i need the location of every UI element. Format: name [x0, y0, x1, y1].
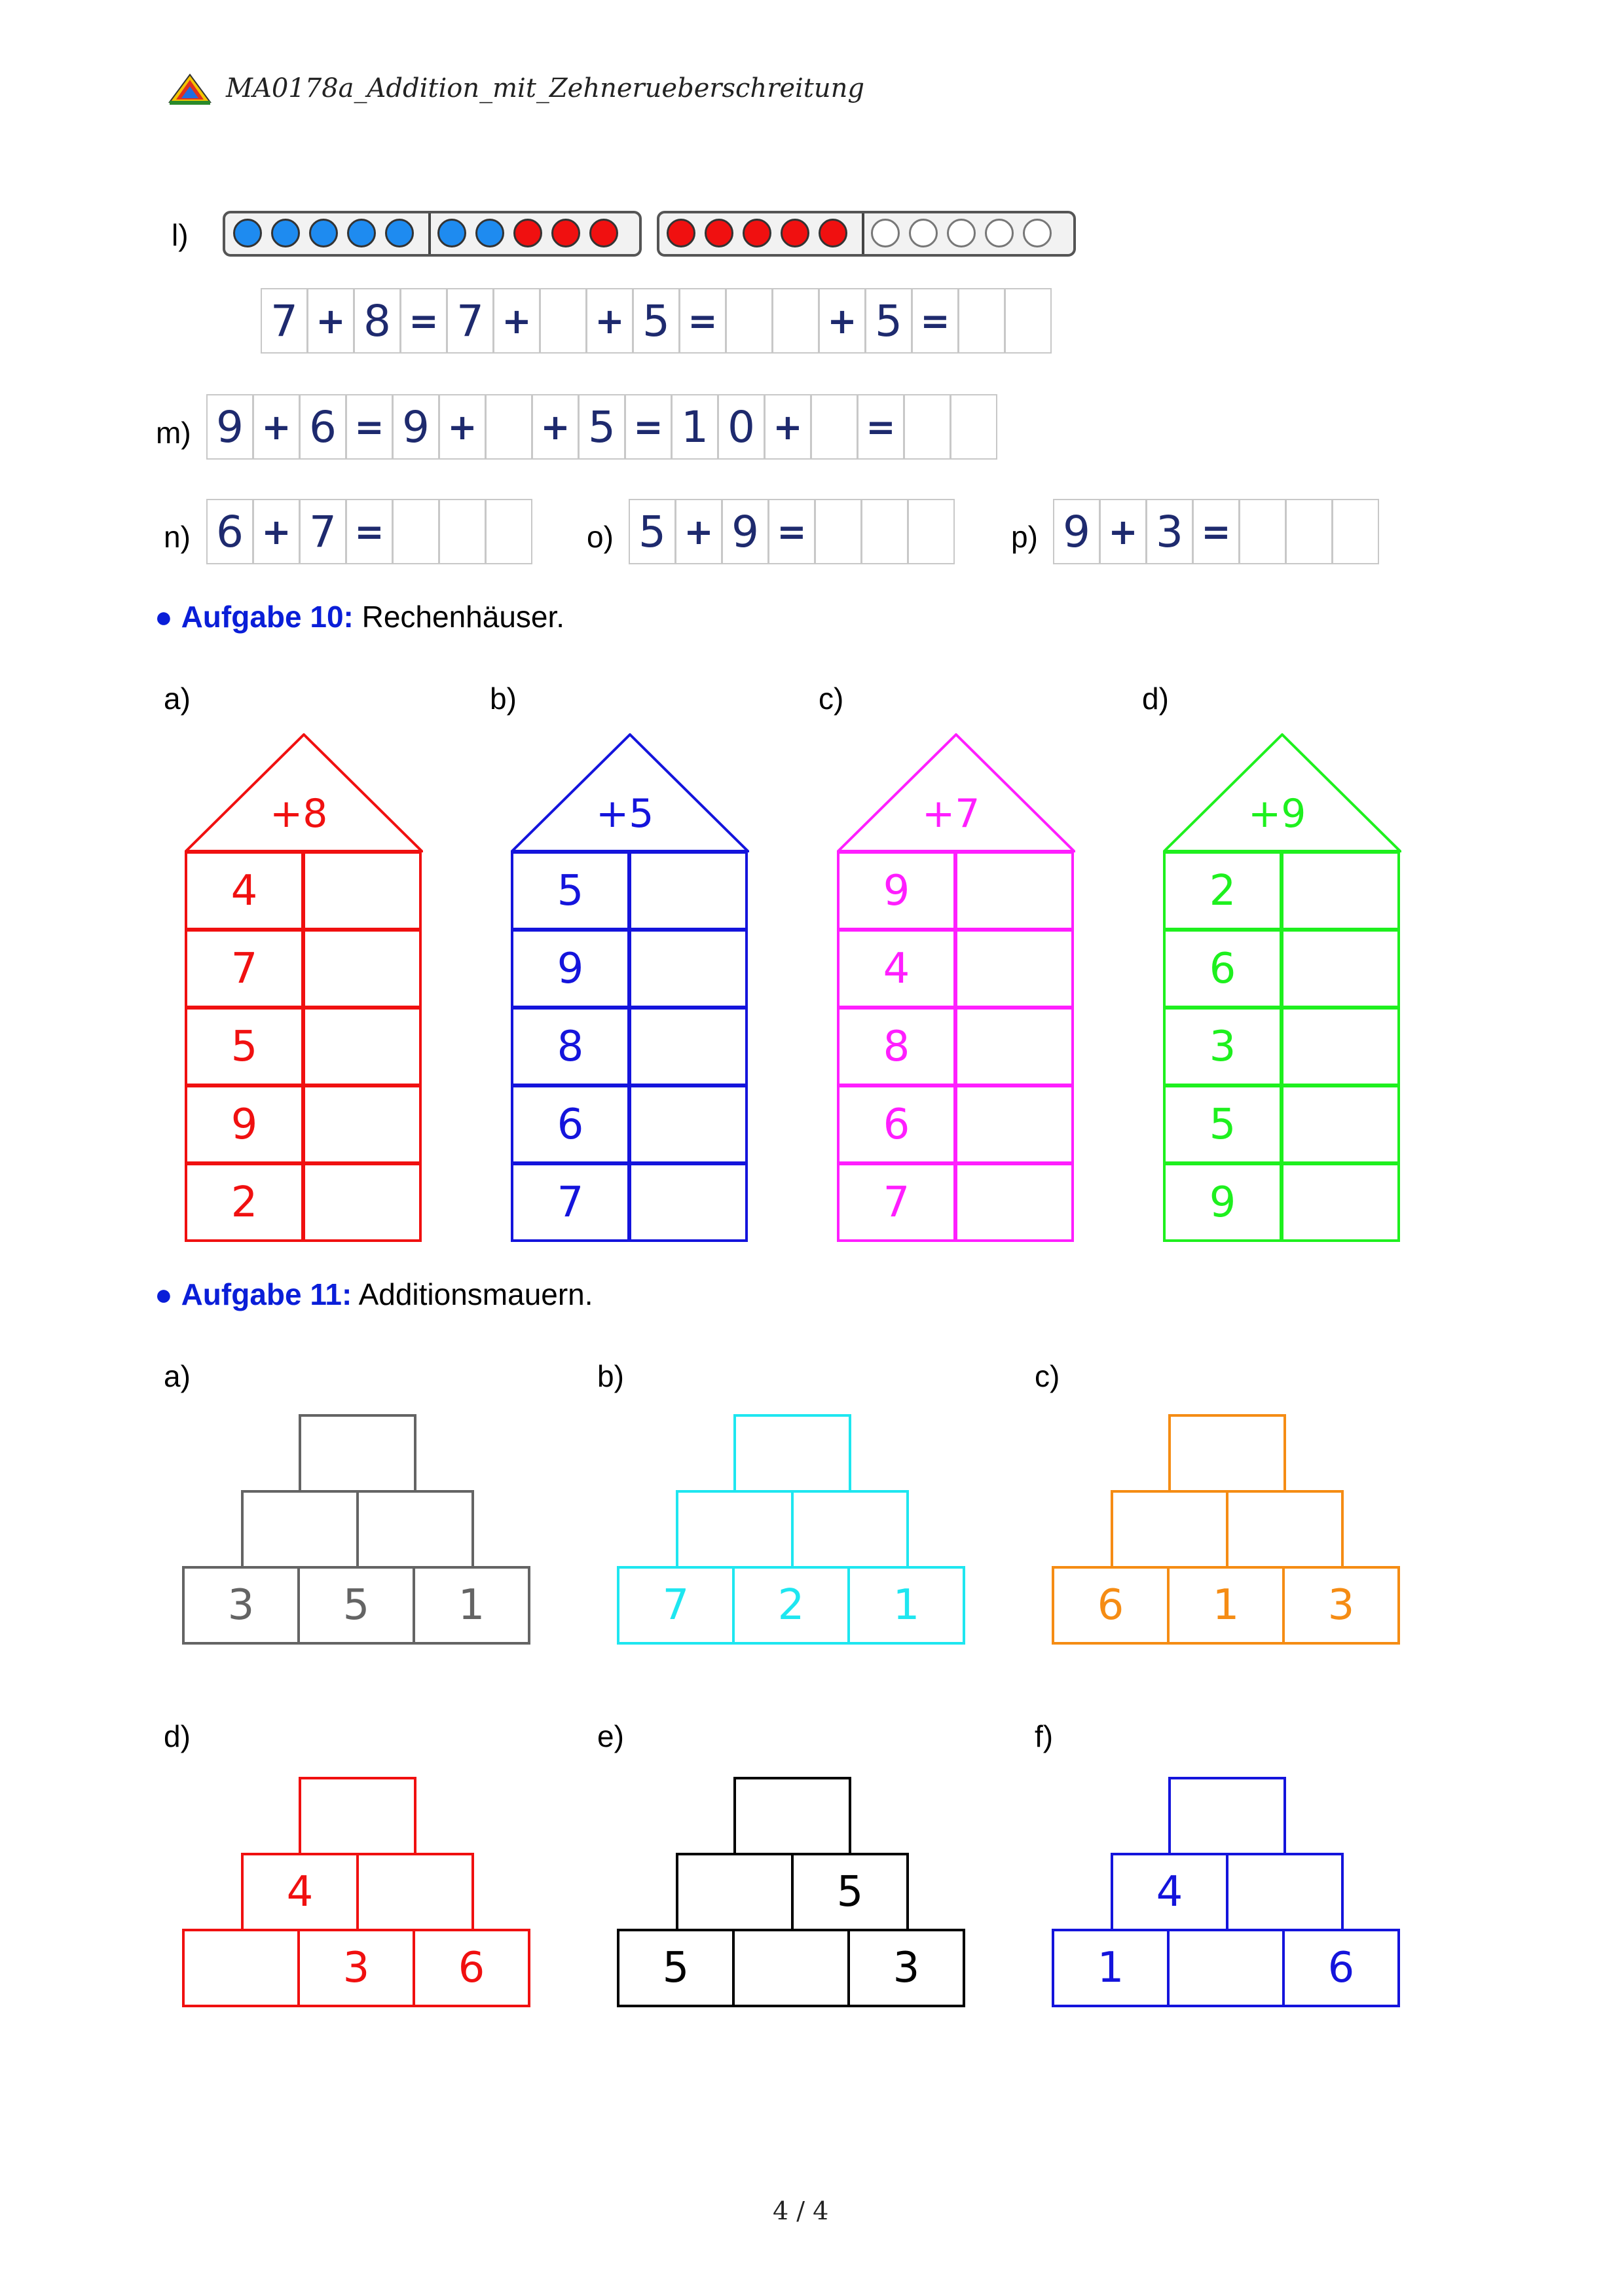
equation-cell: 7 [261, 288, 308, 354]
house-input-cell: 9 [511, 929, 630, 1008]
house-input-cell: 2 [1163, 851, 1282, 930]
bead [233, 219, 262, 247]
house-operation: +9 [1248, 791, 1306, 837]
wall-cell: 4 [241, 1853, 359, 1931]
bead [475, 219, 504, 247]
bead-frame-divider [862, 213, 864, 254]
wall-answer-cell[interactable] [733, 1414, 851, 1493]
wall-answer-cell[interactable] [1168, 1777, 1286, 1855]
document-title: MA0178a_Addition_mit_Zehnerueberschreitung [226, 73, 864, 103]
answer-box[interactable] [1332, 499, 1379, 564]
house-input-cell: 8 [837, 1007, 956, 1086]
house-input-cell: 7 [837, 1163, 956, 1242]
equation-cell: 5 [578, 394, 625, 460]
answer-box[interactable] [392, 499, 439, 564]
house-label: a) [164, 682, 191, 716]
answer-box[interactable] [1285, 499, 1333, 564]
equation-cell: 5 [865, 288, 912, 354]
wall-label: c) [1035, 1359, 1060, 1393]
bead [385, 219, 414, 247]
equation-cell: 0 [718, 394, 765, 460]
answer-box[interactable] [811, 394, 858, 460]
answer-box[interactable] [1005, 288, 1052, 354]
wall-cell: 1 [413, 1566, 530, 1645]
equation-cell: = [400, 288, 447, 354]
equation-cell: + [675, 499, 722, 564]
house-input-cell: 3 [1163, 1007, 1282, 1086]
wall-answer-cell[interactable] [1168, 1414, 1286, 1493]
task-bullet: ● [155, 1277, 173, 1311]
house-answer-cell[interactable] [955, 1085, 1074, 1164]
equation-cell: + [532, 394, 579, 460]
wall-cell: 6 [1052, 1566, 1170, 1645]
wall-answer-cell[interactable] [1167, 1929, 1285, 2007]
wall-answer-cell[interactable] [299, 1777, 416, 1855]
house-input-cell: 9 [837, 851, 956, 930]
house-answer-cell[interactable] [629, 851, 748, 930]
house-answer-cell[interactable] [303, 1085, 422, 1164]
house-answer-cell[interactable] [1281, 1085, 1400, 1164]
wall-answer-cell[interactable] [676, 1853, 794, 1931]
house-answer-cell[interactable] [1281, 1007, 1400, 1086]
wall-label: b) [597, 1359, 624, 1393]
answer-box[interactable] [772, 288, 819, 354]
house-answer-cell[interactable] [629, 1007, 748, 1086]
bead [781, 219, 809, 247]
house-input-cell: 4 [185, 851, 304, 930]
house-input-cell: 8 [511, 1007, 630, 1086]
answer-box[interactable] [815, 499, 862, 564]
house-answer-cell[interactable] [955, 1007, 1074, 1086]
equation-cell: 1 [671, 394, 718, 460]
wall-answer-cell[interactable] [356, 1490, 474, 1569]
wall-answer-cell[interactable] [356, 1853, 474, 1931]
equation-cell: + [819, 288, 866, 354]
house-answer-cell[interactable] [629, 929, 748, 1008]
equation-cell: 6 [299, 394, 346, 460]
house-label: b) [490, 682, 517, 716]
task-11-heading [155, 1277, 593, 1312]
wall-answer-cell[interactable] [676, 1490, 794, 1569]
bead [271, 219, 300, 247]
house-input-cell: 6 [1163, 929, 1282, 1008]
equation-cell: = [679, 288, 726, 354]
bead [871, 219, 900, 247]
wall-cell: 1 [1167, 1566, 1285, 1645]
house-input-cell: 5 [511, 851, 630, 930]
wall-label: f) [1035, 1719, 1054, 1753]
answer-box[interactable] [726, 288, 773, 354]
house-input-cell: 5 [1163, 1085, 1282, 1164]
task-bullet: ● [155, 600, 173, 634]
equation-cell: 5 [629, 499, 676, 564]
equation-cell: 8 [354, 288, 401, 354]
equation-cell: + [439, 394, 486, 460]
wall-cell: 6 [413, 1929, 530, 2007]
wall-label: a) [164, 1359, 191, 1393]
equation-cell: 5 [633, 288, 680, 354]
exercise-label-l: l) [172, 218, 189, 252]
wall-cell: 3 [847, 1929, 965, 2007]
bead [909, 219, 938, 247]
bead [347, 219, 376, 247]
wall-cell: 2 [732, 1566, 850, 1645]
house-label: d) [1142, 682, 1169, 716]
logo-icon [167, 73, 213, 106]
wall-answer-cell[interactable] [1226, 1853, 1344, 1931]
equation-cell: = [768, 499, 815, 564]
bead [985, 219, 1014, 247]
bead [1023, 219, 1052, 247]
task-number: Aufgabe 11: [181, 1277, 352, 1311]
house-input-cell: 9 [185, 1085, 304, 1164]
wall-cell: 6 [1282, 1929, 1400, 2007]
exercise-label-m: m) [156, 416, 191, 450]
equation-cell: 9 [1053, 499, 1100, 564]
equation-cell: = [857, 394, 904, 460]
task-number: Aufgabe 10: [181, 600, 354, 634]
equation-cell: = [346, 394, 393, 460]
bead [743, 219, 771, 247]
answer-box[interactable] [485, 499, 532, 564]
equation-cell: 9 [722, 499, 769, 564]
house-input-cell: 6 [511, 1085, 630, 1164]
wall-cell: 1 [847, 1566, 965, 1645]
house-operation: +5 [596, 791, 654, 837]
house-input-cell: 6 [837, 1085, 956, 1164]
wall-answer-cell[interactable] [732, 1929, 850, 2007]
house-input-cell: 4 [837, 929, 956, 1008]
bead [437, 219, 466, 247]
answer-box[interactable] [904, 394, 951, 460]
equation-cell: + [493, 288, 540, 354]
wall-cell: 7 [617, 1566, 735, 1645]
house-operation: +7 [922, 791, 980, 837]
equation-cell: 3 [1146, 499, 1193, 564]
house-answer-cell[interactable] [303, 929, 422, 1008]
bead [819, 219, 847, 247]
house-answer-cell[interactable] [955, 929, 1074, 1008]
wall-answer-cell[interactable] [1111, 1490, 1228, 1569]
house-input-cell: 2 [185, 1163, 304, 1242]
house-answer-cell[interactable] [629, 1163, 748, 1242]
equation-cell: = [912, 288, 959, 354]
task-text: Rechenhäuser. [361, 600, 565, 634]
page-number: 4 / 4 [773, 2196, 829, 2225]
house-label: c) [819, 682, 844, 716]
wall-cell: 5 [297, 1566, 415, 1645]
answer-box[interactable] [861, 499, 908, 564]
house-input-cell: 9 [1163, 1163, 1282, 1242]
equation-cell: 9 [392, 394, 439, 460]
equation-cell: + [586, 288, 633, 354]
house-input-cell: 5 [185, 1007, 304, 1086]
exercise-label-p: p) [1011, 520, 1038, 554]
house-answer-cell[interactable] [1281, 851, 1400, 930]
bead [667, 219, 695, 247]
house-answer-cell[interactable] [1281, 929, 1400, 1008]
equation-cell: + [253, 499, 300, 564]
house-answer-cell[interactable] [1281, 1163, 1400, 1242]
wall-answer-cell[interactable] [241, 1490, 359, 1569]
equation-cell: 7 [447, 288, 494, 354]
house-answer-cell[interactable] [629, 1085, 748, 1164]
equation-cell: = [1192, 499, 1240, 564]
answer-box[interactable] [485, 394, 532, 460]
answer-box[interactable] [958, 288, 1005, 354]
equation-cell: 7 [299, 499, 346, 564]
wall-cell: 1 [1052, 1929, 1170, 2007]
bead [309, 219, 338, 247]
wall-answer-cell[interactable] [182, 1929, 300, 2007]
wall-answer-cell[interactable] [733, 1777, 851, 1855]
house-answer-cell[interactable] [955, 1163, 1074, 1242]
house-answer-cell[interactable] [303, 1007, 422, 1086]
wall-answer-cell[interactable] [1226, 1490, 1344, 1569]
equation-cell: = [346, 499, 393, 564]
wall-label: d) [164, 1719, 191, 1753]
wall-cell: 3 [297, 1929, 415, 2007]
answer-box[interactable] [908, 499, 955, 564]
wall-cell: 4 [1111, 1853, 1228, 1931]
answer-box[interactable] [540, 288, 587, 354]
wall-label: e) [597, 1719, 624, 1753]
bead [947, 219, 976, 247]
bead [705, 219, 733, 247]
task-10-heading [155, 599, 564, 634]
wall-cell: 3 [1282, 1566, 1400, 1645]
exercise-label-n: n) [164, 520, 191, 554]
equation-cell: + [1099, 499, 1147, 564]
wall-answer-cell[interactable] [791, 1490, 909, 1569]
wall-answer-cell[interactable] [299, 1414, 416, 1493]
house-answer-cell[interactable] [955, 851, 1074, 930]
bead-frame-divider [428, 213, 431, 254]
equation-cell: + [253, 394, 300, 460]
answer-box[interactable] [439, 499, 486, 564]
bead [513, 219, 542, 247]
equation-cell: 6 [206, 499, 253, 564]
exercise-label-o: o) [587, 520, 614, 554]
equation-cell: + [307, 288, 354, 354]
house-operation: +8 [270, 791, 328, 837]
house-input-cell: 7 [185, 929, 304, 1008]
house-input-cell: 7 [511, 1163, 630, 1242]
equation-cell: = [625, 394, 672, 460]
house-answer-cell[interactable] [303, 851, 422, 930]
equation-cell: + [764, 394, 811, 460]
bead [589, 219, 618, 247]
task-text: Additionsmauern. [358, 1277, 593, 1311]
wall-cell: 5 [617, 1929, 735, 2007]
equation-cell: 9 [206, 394, 253, 460]
answer-box[interactable] [1239, 499, 1286, 564]
wall-cell: 3 [182, 1566, 300, 1645]
wall-cell: 5 [791, 1853, 909, 1931]
bead [551, 219, 580, 247]
house-answer-cell[interactable] [303, 1163, 422, 1242]
answer-box[interactable] [950, 394, 997, 460]
